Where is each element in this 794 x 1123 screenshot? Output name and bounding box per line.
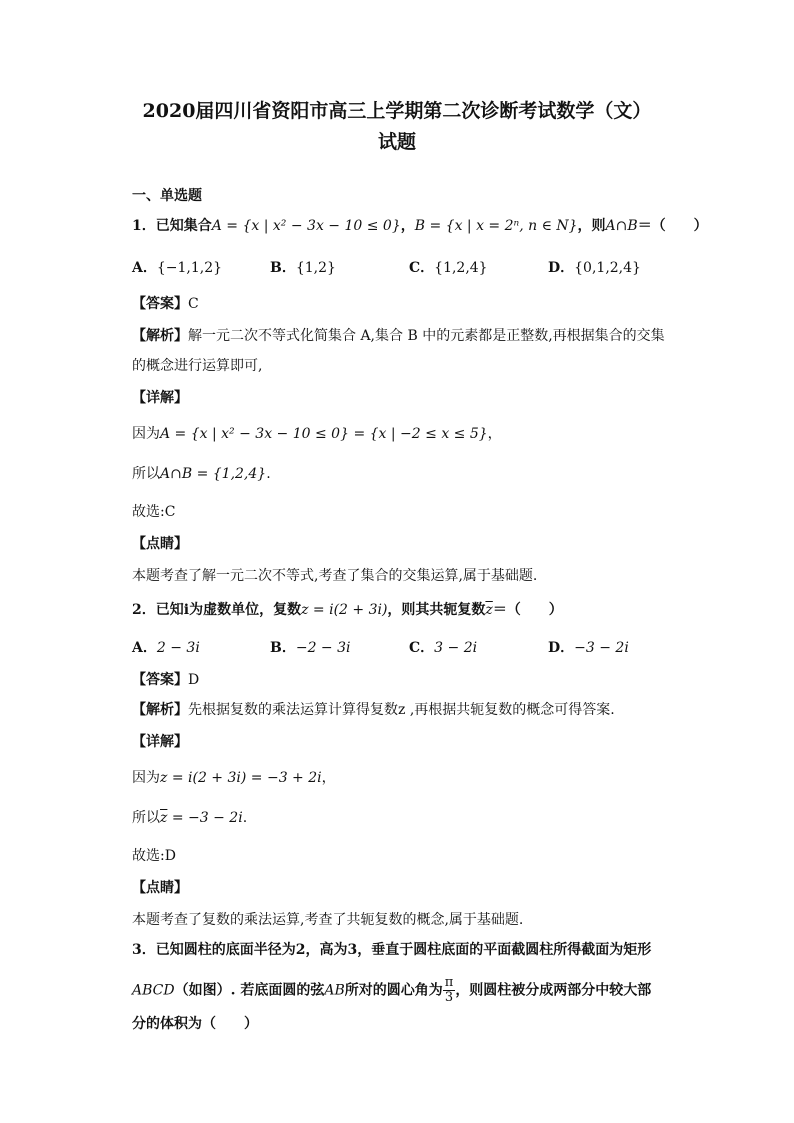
q1-number: 1． [132,218,156,234]
q2-choice: 故选:D [132,848,176,864]
q2-option-c: C．3 − 2i [409,640,478,656]
q3-angle-fraction: $\frac{\pi}{3}$ [444,975,454,1005]
q1-option-b: B．{1,2} [270,260,336,276]
q2-option-d: D．−3 − 2i [548,640,629,656]
q1-stem-b: ，则 [577,218,606,234]
q1-option-c: C．{1,2,4} [409,260,488,276]
q2-comment: 本题考查了复数的乘法运算,考查了共轭复数的概念,属于基础题. [132,912,524,928]
q2-detail-step1: 因为z = i(2 + 3i) = −3 + 2i， [132,770,336,786]
q1-detail-step1: 因为A = {x | x² − 3x − 10 ≤ 0} = {x | −2 ≤ x ≤ 5}， [132,426,502,442]
q1-set-a: A = {x | x² − 3x − 10 ≤ 0} [211,218,401,234]
q2-zbar: $\overline{z}$ [485,602,493,618]
q1-option-d: D．{0,1,2,4} [548,260,641,276]
q2-stem: 2．已知i为虚数单位，复数z = i(2 + 3i)，则其共轭复数$\overline{z}=$（ ） [132,602,563,618]
q2-option-b: B．−2 − 3i [270,640,351,656]
q2-comment-heading: 【点睛】 [132,880,188,896]
q1-answer: 【答案】C [132,296,199,312]
q2-option-a: A．2 − 3i [132,640,200,656]
q1-option-a: A．{−1,1,2} [132,260,223,276]
q1-stem-c: ＝（ ） [637,218,708,234]
q1-comment: 本题考查了解一元二次不等式,考查了集合的交集运算,属于基础题. [132,568,538,584]
q1-detail-heading: 【详解】 [132,390,188,406]
q1-sep: ， [400,218,415,234]
q1-choice: 故选:C [132,504,176,520]
q2-z: z = i(2 + 3i) [301,602,388,618]
document-title-line1: 2020届四川省资阳市高三上学期第二次诊断考试数学（文） [142,100,652,122]
q2-detail-heading: 【详解】 [132,734,188,750]
q1-detail-step2: 所以A∩B = {1,2,4}. [132,466,271,482]
q3-stem-line1: 3．已知圆柱的底面半径为2，高为3，垂直于圆柱底面的平面截圆柱所得截面为矩形 [132,942,652,958]
q2-analysis: 【解析】先根据复数的乘法运算计算得复数z ,再根据共轭复数的概念可得答案. [132,702,615,718]
document-title-line2: 试题 [377,131,416,153]
q1-comment-heading: 【点睛】 [132,536,188,552]
q3-stem-line2: ABCD（如图）. 若底面圆的弦AB所对的圆心角为 $\frac{\pi}{3}$ ，则圆柱被分成两部分中较大部 [132,975,652,1005]
section-heading: 一、单选题 [132,188,202,204]
q1-intersection: A∩B [605,218,638,234]
q1-set-b: B = {x | x = 2ⁿ, n ∈ N} [414,218,578,234]
q1-stem-a: 已知集合 [155,218,212,234]
q3-stem-line3: 分的体积为（ ） [132,1016,258,1032]
q2-answer: 【答案】D [132,672,200,688]
q1-analysis-cont: 的概念进行运算即可, [132,358,263,374]
q1-stem [132,216,708,236]
q2-detail-step2: 所以$\overline{z} = -3 - 2i$. [132,810,248,826]
q1-analysis: 【解析】解一元二次不等式化简集合 A,集合 B 中的元素都是正整数,再根据集合的交集 [132,328,665,344]
